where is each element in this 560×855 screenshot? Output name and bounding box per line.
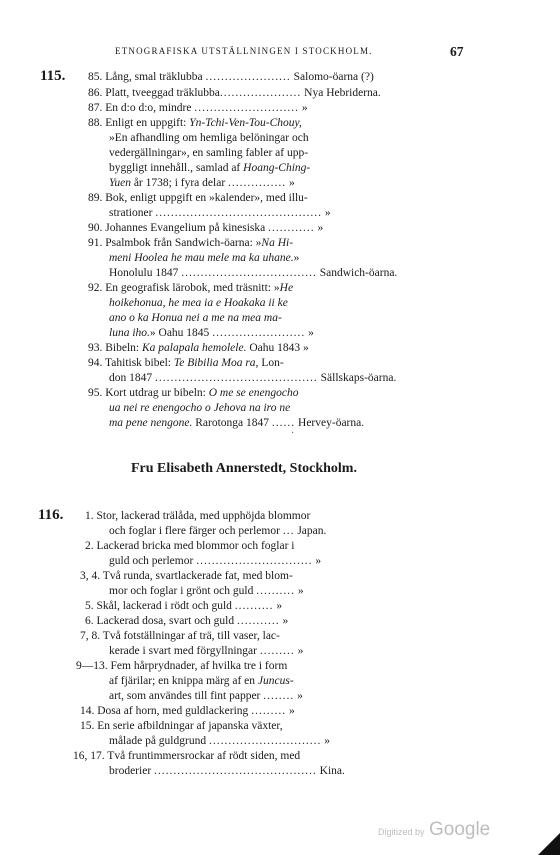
text-run: 3, 4. Två runda, svartlackerade fat, med blom-	[80, 570, 293, 582]
text-run: Kina.	[316, 765, 345, 777]
text-line	[109, 146, 308, 160]
text-line	[109, 524, 326, 538]
text-line	[85, 509, 310, 523]
text-run: »	[293, 252, 300, 264]
text-run: Na Hi-	[261, 237, 294, 249]
text-run: meni Hoolea he mau mele ma ka uhane.	[109, 252, 294, 264]
text-run: af fjärilar; en knippa märg af en	[109, 675, 258, 687]
leader-dots: ..............................	[196, 555, 313, 567]
text-run: »	[294, 645, 304, 657]
text-run: »	[321, 207, 331, 219]
text-line	[88, 356, 284, 370]
leader-dots: ..........	[256, 585, 295, 597]
text-run: 16, 17. Två fruntimmersrockar af rödt siden, med	[73, 750, 301, 762]
leader-dots: ......................	[205, 71, 291, 83]
text-line	[85, 614, 288, 628]
text-run: 2. Lackerad bricka med blommor och foglar i	[85, 540, 295, 552]
text-line	[88, 191, 308, 205]
text-run: »	[321, 735, 330, 747]
text-run: 14. Dosa af horn, med guldlackering	[80, 705, 252, 717]
text-run: hoikehonua, he mea ia e Hoakaka ii ke	[109, 297, 288, 309]
text-run: Hoang-Ching-	[243, 162, 311, 174]
text-run: 94. Tahitisk bibel:	[88, 357, 174, 369]
text-line	[109, 689, 303, 703]
text-run: 85. Lång, smal träklubba	[88, 71, 206, 83]
stray-mark: ·	[291, 428, 295, 439]
text-run: år 1738; i fyra delar	[130, 177, 229, 189]
digitized-by-google-watermark	[378, 819, 490, 841]
text-run: byggligt innehåll., samlad af	[109, 162, 244, 174]
text-run: 86. Platt, tveeggad träklubba	[88, 87, 220, 99]
text-run: ua nei re enengocho o Jehova na iro ne	[109, 402, 291, 414]
text-run: vedergällningar», en samling fabler af upp-	[109, 147, 309, 159]
text-line	[109, 206, 331, 220]
text-line	[109, 371, 396, 385]
leader-dots: ..........................................	[155, 372, 318, 384]
watermark-small: Digitized by	[378, 827, 425, 837]
text-run: och foglar i flere färger och perlemor	[109, 525, 283, 537]
text-run: Japan.	[294, 525, 327, 537]
text-line	[80, 719, 283, 733]
text-run: 90. Johannes Evangelium på kinesiska	[88, 222, 269, 234]
text-run: O me se enengocho	[208, 387, 299, 399]
leader-dots: ........	[263, 690, 295, 702]
text-line	[109, 176, 295, 190]
text-run: » Oahu 1845	[149, 327, 213, 339]
text-run: art, som användes till fint papper	[109, 690, 264, 702]
text-line	[109, 326, 314, 340]
text-line	[88, 386, 298, 400]
text-run: mor och foglar i grönt och guld	[109, 585, 257, 597]
page-corner-mark	[538, 833, 560, 855]
leader-dots: ............	[268, 222, 315, 234]
text-line	[88, 281, 293, 295]
section-title: Fru Elisabeth Annerstedt, Stockholm.	[131, 461, 357, 476]
text-run: »	[312, 555, 322, 567]
text-run: Salomo-öarna (?)	[290, 71, 374, 83]
text-run: Lon-	[258, 357, 284, 369]
leader-dots: ........................	[212, 327, 306, 339]
catalogue-number-116: 116.	[38, 507, 64, 523]
text-line	[88, 70, 374, 84]
text-run: 92. En geografisk lärobok, med träsnitt: »	[88, 282, 280, 294]
text-run: »	[286, 705, 295, 717]
text-run: Rarotonga 1847	[192, 417, 272, 429]
text-run: Te Bibilia Moa ra,	[173, 357, 259, 369]
text-run: Hervey-öarna.	[295, 417, 365, 429]
leader-dots: .........	[251, 705, 287, 717]
text-run: 1. Stor, lackerad trälåda, med upphöjda blommor	[85, 510, 311, 522]
text-line	[73, 749, 300, 763]
text-run: guld och perlemor	[109, 555, 197, 567]
text-run: He	[279, 282, 294, 294]
catalogue-number-115: 115.	[40, 68, 66, 84]
text-run: »	[314, 222, 324, 234]
text-line	[109, 401, 290, 415]
text-run: »	[286, 177, 295, 189]
text-run: strationer	[109, 207, 156, 219]
text-line	[80, 704, 295, 718]
text-line	[109, 311, 282, 325]
leader-dots: ..........................................	[154, 765, 317, 777]
text-line	[88, 101, 308, 115]
leader-dots: ...	[282, 525, 295, 537]
text-line	[109, 734, 330, 748]
text-line	[109, 251, 299, 265]
text-run: ma pene nengone.	[109, 417, 193, 429]
text-line	[109, 764, 345, 778]
text-run: Nya Hebriderna.	[301, 87, 381, 99]
text-run: Juncus-	[257, 675, 294, 687]
text-line	[85, 539, 294, 553]
text-line	[109, 644, 303, 658]
text-line	[76, 659, 287, 673]
text-run: 9—13. Fem hårprydnader, af hvilka tre i form	[76, 660, 288, 672]
text-run: luna iho.	[109, 327, 150, 339]
text-run: 6. Lackerad dosa, svart och guld	[85, 615, 238, 627]
text-run: kerade i svart med förgyllningar	[109, 645, 260, 657]
leader-dots: .........	[259, 645, 295, 657]
text-run: Oahu 1843 »	[246, 342, 309, 354]
text-run: »	[279, 615, 289, 627]
text-run: Yn-Tchi-Ven-Tou-Chouy,	[189, 117, 302, 129]
text-run: 88. Enligt en uppgift:	[88, 117, 190, 129]
text-line	[109, 161, 310, 175]
text-run: 93. Bibeln:	[88, 342, 142, 354]
text-run: »	[294, 585, 304, 597]
text-run: 89. Bok, enligt uppgift en »kalender», med illu-	[88, 192, 308, 204]
text-run: »	[294, 690, 303, 702]
text-run: målade på guldgrund	[109, 735, 209, 747]
text-line	[109, 584, 304, 598]
text-line	[88, 341, 309, 355]
text-run: 5. Skål, lackerad i rödt och guld	[85, 600, 235, 612]
text-run: 87. En d:o d:o, mindre	[88, 102, 195, 114]
text-run: Ka palapala hemolele.	[142, 342, 247, 354]
text-line	[85, 599, 282, 613]
text-line	[80, 629, 280, 643]
text-line	[88, 116, 302, 130]
text-run: ano o ka Honua nei a me na mea ma-	[109, 312, 282, 324]
text-line	[109, 296, 288, 310]
leader-dots: ...................................	[181, 267, 317, 279]
text-line	[88, 221, 323, 235]
page-number: 67	[450, 44, 464, 59]
text-run: 7, 8. Två fotställningar af trä, till vaser, lac-	[80, 630, 280, 642]
text-run: broderier	[109, 765, 155, 777]
text-line	[109, 416, 364, 430]
text-run: »	[299, 102, 308, 114]
text-line	[109, 674, 294, 688]
leader-dots: ......	[271, 417, 296, 429]
text-run: Yuen	[109, 177, 131, 189]
text-line	[109, 266, 397, 280]
leader-dots: .....................	[219, 87, 302, 99]
text-run: Sandwich-öarna.	[316, 267, 398, 279]
text-run: Sällskaps-öarna.	[317, 372, 397, 384]
text-line	[109, 131, 309, 145]
text-run: 95. Kort utdrag ur bibeln:	[88, 387, 209, 399]
text-run: 91. Psalmbok från Sandwich-öarna: »	[88, 237, 262, 249]
text-run: »En afhandling om hemliga belöningar och	[109, 132, 309, 144]
text-line	[88, 236, 293, 250]
text-run: »	[273, 600, 283, 612]
text-line	[109, 554, 321, 568]
leader-dots: ...........	[237, 615, 280, 627]
leader-dots: ..........	[234, 600, 274, 612]
text-run: don 1847	[109, 372, 155, 384]
text-line	[88, 86, 381, 100]
leader-dots: .............................	[208, 735, 322, 747]
text-run: Honolulu 1847	[109, 267, 182, 279]
text-line	[80, 569, 293, 583]
running-header: ETNOGRAFISKA UTSTÄLLNINGEN I STOCKHOLM.	[115, 46, 373, 56]
text-run: 15. En serie afbildningar af japanska växter,	[80, 720, 283, 732]
watermark-brand: Google	[428, 819, 491, 840]
text-run: »	[305, 327, 314, 339]
leader-dots: ...........................................	[155, 207, 322, 219]
leader-dots: ...........................	[194, 102, 299, 114]
leader-dots: ...............	[228, 177, 287, 189]
